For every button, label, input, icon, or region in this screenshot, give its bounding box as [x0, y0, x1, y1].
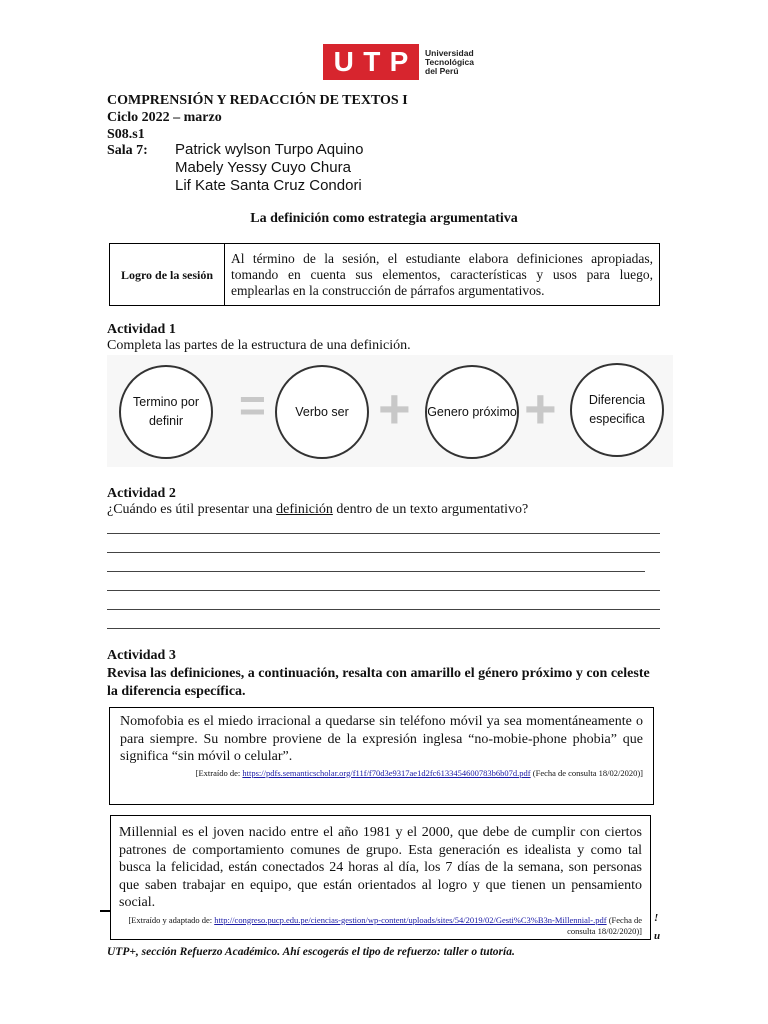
utp-logo-mark: [323, 44, 419, 80]
logro-table: [109, 243, 660, 306]
circle-verb: Verbo ser: [275, 365, 369, 459]
member-1: Patrick wylson Turpo Aquino: [175, 141, 364, 158]
circle-term: Termino por definir: [119, 365, 213, 459]
member-2: Mabely Yessy Cuyo Chura: [175, 159, 351, 176]
definition-source: [119, 915, 642, 937]
covered-text-edge: !: [654, 912, 659, 924]
member-3: Lif Kate Santa Cruz Condori: [175, 177, 362, 194]
cycle: Ciclo 2022 – marzo: [107, 110, 222, 125]
footer-note: UTP+, sección Refuerzo Académico. Ahí escogerás el tipo de refuerzo: taller o tutoría.: [107, 946, 515, 958]
plus-icon: +: [378, 377, 411, 440]
source-link[interactable]: https://pdfs.semanticscholar.org/f11f/f70d3e9317ae1d2fc6133454600783b6b07d.pdf: [242, 767, 531, 778]
answer-lines[interactable]: [107, 533, 660, 647]
activity-1-title: Actividad 1: [107, 322, 176, 337]
circle-difference: Diferencia especifica: [570, 363, 664, 457]
question-text: ¿Cuándo es útil presentar una: [107, 502, 277, 517]
logo-text-line: del Perú: [425, 65, 459, 76]
page-title: La definición como estrategia argumentativa: [250, 211, 518, 226]
answer-line[interactable]: [107, 628, 660, 629]
source-prefix: [Extraído de:: [195, 767, 243, 778]
source-link[interactable]: http://congreso.pucp.edu.pe/ciencias-gestion/wp-content/uploads/sites/54/2019/02/Gesti%C3%B3n-Millennial-.pdf: [214, 914, 607, 925]
course-title: COMPRENSIÓN Y REDACCIÓN DE TEXTOS I: [107, 93, 408, 108]
answer-line[interactable]: [107, 590, 660, 591]
activity-3-title: Actividad 3: [107, 648, 176, 663]
source-suffix: (Fecha de consulta 18/02/2020)]: [567, 914, 642, 936]
circle-genus: Genero próximo: [425, 365, 519, 459]
answer-line[interactable]: [107, 609, 660, 610]
room-label: Sala 7:: [107, 143, 148, 158]
activity-1-instruction: Completa las partes de la estructura de una definición.: [107, 338, 411, 353]
covered-text-edge: u: [654, 930, 661, 942]
plus-icon: +: [524, 377, 557, 440]
logo-letter: U: [333, 46, 354, 77]
answer-line[interactable]: [107, 571, 645, 572]
utp-logo: [323, 44, 474, 80]
definition-box-millennial: [110, 815, 651, 940]
equals-icon: =: [239, 379, 266, 431]
utp-logo-text: [425, 49, 474, 76]
question-text: dentro de un texto argumentativo?: [332, 502, 529, 517]
activity-3-instruction: Revisa las definiciones, a continuación, resalta con amarillo el género próximo y con celeste la diferencia específica.: [107, 666, 650, 699]
activity-2-question: [107, 502, 528, 518]
answer-line[interactable]: [107, 533, 660, 534]
logro-text: Al término de la sesión, el estudiante elabora definiciones apropiadas, tomando en cuenta sus elementos, características y usos para luego, emplearlas en la construcción de párrafos argumentativos.: [225, 244, 660, 306]
source-suffix: (Fecha de consulta 18/02/2020)]: [530, 767, 643, 778]
source-prefix: [Extraído y adaptado de:: [128, 914, 215, 925]
answer-line[interactable]: [107, 552, 660, 553]
activity-2-title: Actividad 2: [107, 486, 176, 501]
logo-letter: P: [389, 46, 409, 77]
logo-letter: T: [363, 46, 381, 77]
definition-box-nomofobia: [109, 707, 654, 805]
question-underlined-term: definición: [276, 502, 333, 517]
definition-structure-diagram: [107, 355, 673, 467]
definition-source: [120, 768, 643, 779]
definition-text: Nomofobia es el miedo irracional a quedarse sin teléfono móvil ya sea momentáneamente o para siempre. Su nombre proviene de la expresión inglesa “no-mobie-phone phobia” que significa “sin móvil o celular”.: [120, 714, 643, 764]
session-code: S08.s1: [107, 127, 145, 142]
logo-text-line: Tecnológica: [425, 56, 474, 67]
logro-label: Logro de la sesión: [110, 244, 225, 306]
logo-text-line: Universidad: [425, 47, 474, 58]
definition-text: Millennial es el joven nacido entre el año 1981 y el 2000, que debe de cumplir con ciertos patrones de comportamiento comunes de grupo. Esta generación es idealista y como tal busca la felicidad, están conectados 24 horas al día, los 7 días de la semana, son personas que saben trabajar en equipo, que están orientados al logro y que tienen un pensamiento social.: [119, 825, 642, 910]
